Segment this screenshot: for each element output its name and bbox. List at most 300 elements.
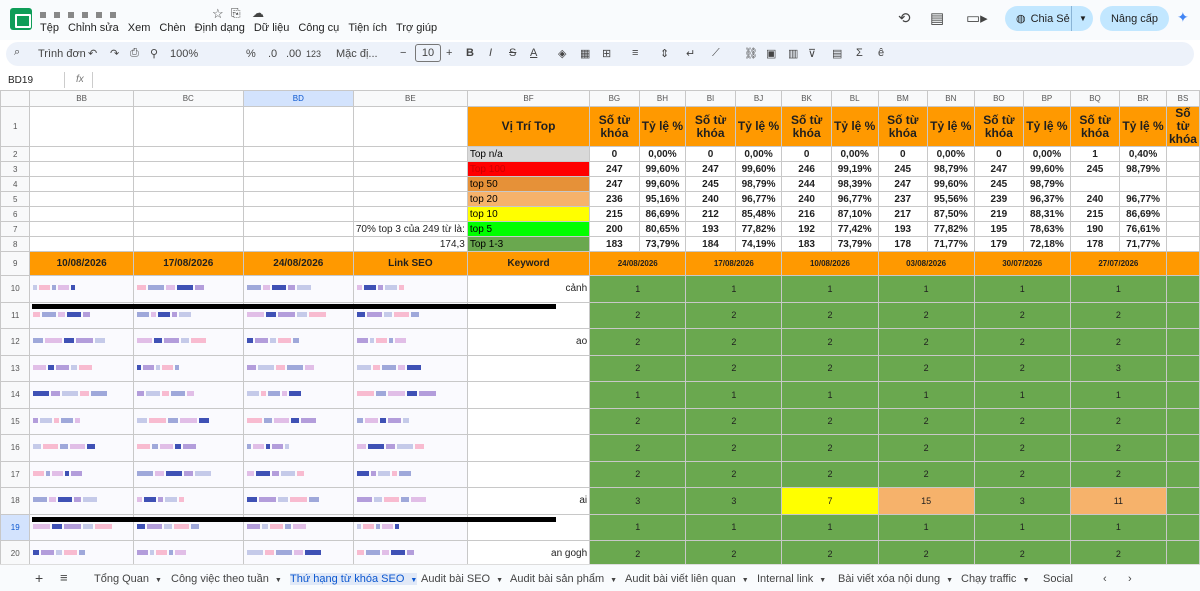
spreadsheet-grid[interactable] <box>0 90 1200 564</box>
summary-value[interactable]: 193 <box>878 222 927 237</box>
rank-cell[interactable]: 1 <box>686 514 782 541</box>
rank-cell[interactable]: 1 <box>782 514 878 541</box>
print-icon[interactable]: ⎙ <box>130 47 139 59</box>
cell[interactable] <box>353 207 467 222</box>
summary-value[interactable]: 99,60% <box>735 162 782 177</box>
cell[interactable] <box>243 147 353 162</box>
redacted-cell[interactable] <box>133 329 243 356</box>
date-header[interactable]: Link SEO <box>353 252 467 276</box>
summary-value[interactable]: 86,69% <box>639 207 686 222</box>
keyword-cell[interactable] <box>467 329 589 356</box>
rank-cell[interactable]: 1 <box>686 276 782 303</box>
date-header[interactable]: 24/08/2026 <box>243 252 353 276</box>
chevron-down-icon[interactable]: ▼ <box>1079 14 1087 23</box>
rank-cell[interactable]: 2 <box>974 329 1070 356</box>
undo-icon[interactable]: ↶ <box>88 48 98 60</box>
summary-value[interactable]: 0,00% <box>927 147 974 162</box>
summary-value[interactable]: 78,63% <box>1024 222 1071 237</box>
row-number[interactable]: 15 <box>1 408 30 435</box>
redacted-cell[interactable] <box>30 355 133 382</box>
redacted-cell[interactable] <box>353 408 467 435</box>
share-button[interactable] <box>1005 6 1093 31</box>
chevron-down-icon[interactable]: ▼ <box>610 577 618 584</box>
vitritop-header[interactable]: Vị Trí Top <box>467 107 589 147</box>
redacted-cell[interactable] <box>133 382 243 409</box>
redacted-cell[interactable] <box>30 541 133 565</box>
font-select[interactable]: Mặc đị... <box>336 48 378 60</box>
summary-value[interactable]: 178 <box>1070 237 1119 252</box>
column-header-BO[interactable]: BO <box>974 91 1023 107</box>
cell[interactable] <box>353 177 467 192</box>
rank-cell[interactable]: 2 <box>686 408 782 435</box>
rank-cell[interactable] <box>1166 514 1199 541</box>
summary-value[interactable]: 237 <box>878 192 927 207</box>
keyword-cell[interactable] <box>467 382 589 409</box>
summary-value[interactable] <box>1166 177 1199 192</box>
row-number[interactable]: 12 <box>1 329 30 356</box>
column-header-BN[interactable]: BN <box>927 91 974 107</box>
keyword-cell[interactable] <box>467 408 589 435</box>
rank-cell[interactable]: 2 <box>974 435 1070 462</box>
rank-cell[interactable] <box>1166 461 1199 488</box>
cell[interactable] <box>353 162 467 177</box>
column-header-BF[interactable]: BF <box>467 91 589 107</box>
redacted-cell[interactable] <box>30 276 133 303</box>
summary-value[interactable] <box>1166 222 1199 237</box>
cell[interactable] <box>133 192 243 207</box>
summary-value[interactable]: 71,77% <box>1120 237 1167 252</box>
functions-icon[interactable]: Σ <box>856 47 863 59</box>
cell[interactable] <box>243 162 353 177</box>
column-header-BC[interactable]: BC <box>133 91 243 107</box>
column-header-BL[interactable]: BL <box>831 91 878 107</box>
row-number[interactable]: 4 <box>1 177 30 192</box>
summary-value[interactable] <box>1070 177 1119 192</box>
ty-le-header[interactable]: Tỷ lệ % <box>1120 107 1167 147</box>
row-number[interactable]: 19 <box>1 514 30 541</box>
chevron-down-icon[interactable]: ▼ <box>496 577 504 584</box>
summary-value[interactable]: 179 <box>974 237 1023 252</box>
wrap-icon[interactable]: ↵ <box>686 48 696 60</box>
summary-value[interactable]: 87,50% <box>927 207 974 222</box>
merge-icon[interactable]: ⊞ <box>602 48 612 60</box>
rank-cell[interactable]: 2 <box>1070 541 1166 565</box>
rank-cell[interactable]: 2 <box>974 541 1070 565</box>
column-header-BE[interactable]: BE <box>353 91 467 107</box>
week-date-header[interactable]: 30/07/2026 <box>974 252 1070 276</box>
redacted-cell[interactable] <box>30 408 133 435</box>
rank-cell[interactable]: 1 <box>590 276 686 303</box>
fill-color-icon[interactable]: ◈ <box>558 48 567 60</box>
row-number[interactable]: 20 <box>1 541 30 565</box>
summary-value[interactable]: 87,10% <box>831 207 878 222</box>
rank-cell[interactable]: 1 <box>1070 382 1166 409</box>
week-date-header[interactable]: 27/07/2026 <box>1070 252 1166 276</box>
column-header-BI[interactable]: BI <box>686 91 735 107</box>
rank-cell[interactable] <box>1166 435 1199 462</box>
borders-icon[interactable]: ▦ <box>580 48 591 60</box>
row-number[interactable]: 2 <box>1 147 30 162</box>
row-number[interactable]: 5 <box>1 192 30 207</box>
summary-value[interactable]: 98,79% <box>735 177 782 192</box>
upgrade-button[interactable]: Nâng cấp <box>1100 6 1169 31</box>
column-header-BB[interactable]: BB <box>30 91 133 107</box>
sheet-tab-4[interactable] <box>510 573 617 585</box>
rank-cell[interactable]: 1 <box>974 514 1070 541</box>
doc-title[interactable] <box>40 7 124 21</box>
summary-value[interactable]: 73,79% <box>639 237 686 252</box>
row-number[interactable]: 13 <box>1 355 30 382</box>
cell[interactable] <box>30 162 133 177</box>
chevron-down-icon[interactable]: ▼ <box>155 577 162 584</box>
date-header[interactable]: 17/08/2026 <box>133 252 243 276</box>
rank-cell[interactable]: 2 <box>878 355 974 382</box>
column-header-BR[interactable]: BR <box>1120 91 1167 107</box>
cell[interactable] <box>30 147 133 162</box>
row-number[interactable]: 14 <box>1 382 30 409</box>
summary-value[interactable]: 244 <box>782 177 831 192</box>
summary-value[interactable]: 192 <box>782 222 831 237</box>
top-label[interactable]: top 5 <box>467 222 589 237</box>
rotate-icon[interactable]: ⟋ <box>712 47 720 59</box>
rank-cell[interactable]: 15 <box>878 488 974 515</box>
rank-cell[interactable]: 7 <box>782 488 878 515</box>
filter-views-icon[interactable]: ▤ <box>832 48 843 60</box>
summary-value[interactable]: 77,82% <box>927 222 974 237</box>
summary-value[interactable]: 246 <box>782 162 831 177</box>
column-header-BS[interactable]: BS <box>1166 91 1199 107</box>
rank-cell[interactable]: 1 <box>590 382 686 409</box>
summary-value[interactable]: 212 <box>686 207 735 222</box>
redacted-cell[interactable] <box>353 541 467 565</box>
sheet-tab-7[interactable] <box>838 573 953 585</box>
redacted-cell[interactable] <box>243 461 353 488</box>
cell[interactable] <box>243 192 353 207</box>
sheet-tab-8[interactable] <box>961 573 1029 585</box>
summary-value[interactable]: 195 <box>974 222 1023 237</box>
summary-value[interactable]: 217 <box>878 207 927 222</box>
cell[interactable] <box>133 237 243 252</box>
menu-7[interactable]: Tiện ích <box>348 22 388 34</box>
redacted-cell[interactable] <box>353 329 467 356</box>
rank-cell[interactable]: 2 <box>1070 461 1166 488</box>
rank-cell[interactable] <box>1166 541 1199 565</box>
cell[interactable] <box>353 107 467 147</box>
sheet-tab-1[interactable] <box>171 573 282 585</box>
rank-cell[interactable]: 2 <box>590 541 686 565</box>
rank-cell[interactable]: 1 <box>782 382 878 409</box>
rank-cell[interactable] <box>1166 382 1199 409</box>
italic-icon[interactable]: I <box>489 47 493 59</box>
keyword-cell[interactable] <box>467 276 589 303</box>
summary-value[interactable]: 245 <box>974 177 1023 192</box>
summary-value[interactable]: 96,77% <box>735 192 782 207</box>
redacted-cell[interactable] <box>243 382 353 409</box>
summary-value[interactable]: 247 <box>878 177 927 192</box>
so-tu-khoa-header[interactable]: Số từ khóa <box>590 107 639 147</box>
rank-cell[interactable]: 1 <box>590 514 686 541</box>
redacted-cell[interactable] <box>353 435 467 462</box>
redacted-cell[interactable] <box>243 435 353 462</box>
so-tu-khoa-header[interactable]: Số từ khóa <box>974 107 1023 147</box>
summary-value[interactable]: 76,61% <box>1120 222 1167 237</box>
sheets-logo-icon[interactable] <box>10 8 32 30</box>
rank-cell[interactable]: 2 <box>590 302 686 329</box>
redacted-cell[interactable] <box>133 355 243 382</box>
rank-cell[interactable]: 2 <box>1070 329 1166 356</box>
ty-le-header[interactable]: Tỷ lệ % <box>831 107 878 147</box>
note-cell[interactable]: 70% top 3 của 249 từ là: <box>353 222 467 237</box>
summary-value[interactable]: 0 <box>878 147 927 162</box>
summary-value[interactable]: 99,19% <box>831 162 878 177</box>
rank-cell[interactable]: 1 <box>878 514 974 541</box>
cell[interactable] <box>243 207 353 222</box>
rank-cell[interactable]: 2 <box>782 302 878 329</box>
text-color-icon[interactable]: A <box>530 47 538 59</box>
rank-cell[interactable]: 2 <box>974 408 1070 435</box>
summary-value[interactable]: 98,79% <box>927 162 974 177</box>
scroll-left-icon[interactable]: ‹ <box>1103 573 1107 585</box>
video-call-icon[interactable]: ▭▸ <box>966 10 988 27</box>
summary-value[interactable]: 215 <box>590 207 639 222</box>
cell[interactable] <box>133 222 243 237</box>
rank-cell[interactable]: 2 <box>782 541 878 565</box>
row-number[interactable]: 17 <box>1 461 30 488</box>
rank-cell[interactable]: 2 <box>782 408 878 435</box>
top-label[interactable]: Top 100 <box>467 162 589 177</box>
increase-decimal-button[interactable]: .00 <box>286 48 302 60</box>
redacted-cell[interactable] <box>243 276 353 303</box>
summary-value[interactable]: 0 <box>974 147 1023 162</box>
rank-cell[interactable]: 11 <box>1070 488 1166 515</box>
week-date-header[interactable]: 17/08/2026 <box>686 252 782 276</box>
summary-value[interactable]: 0,00% <box>831 147 878 162</box>
rank-cell[interactable] <box>1166 302 1199 329</box>
redacted-cell[interactable] <box>133 408 243 435</box>
redacted-cell[interactable] <box>353 276 467 303</box>
summary-value[interactable]: 216 <box>782 207 831 222</box>
summary-value[interactable]: 96,77% <box>1120 192 1167 207</box>
summary-value[interactable]: 245 <box>686 177 735 192</box>
cell[interactable] <box>243 222 353 237</box>
summary-value[interactable]: 86,69% <box>1120 207 1167 222</box>
insert-comment-icon[interactable]: ▣ <box>766 48 777 60</box>
summary-value[interactable]: 73,79% <box>831 237 878 252</box>
row-number[interactable]: 3 <box>1 162 30 177</box>
menu-5[interactable]: Dữ liệu <box>253 22 290 34</box>
redacted-cell[interactable] <box>353 488 467 515</box>
so-tu-khoa-header[interactable]: Số từ khóa <box>782 107 831 147</box>
chevron-down-icon[interactable]: ▼ <box>741 577 749 584</box>
menu-3[interactable]: Chèn <box>159 22 186 34</box>
rank-cell[interactable]: 2 <box>878 408 974 435</box>
rank-cell[interactable]: 2 <box>590 355 686 382</box>
so-tu-khoa-header[interactable]: Số từ khóa <box>1166 107 1199 147</box>
menu-8[interactable]: Trợ giúp <box>396 22 438 34</box>
redacted-cell[interactable] <box>30 435 133 462</box>
row-number[interactable]: 9 <box>1 252 30 276</box>
cell[interactable] <box>243 237 353 252</box>
summary-value[interactable]: 245 <box>1070 162 1119 177</box>
column-header-BJ[interactable]: BJ <box>735 91 782 107</box>
summary-value[interactable]: 240 <box>782 192 831 207</box>
summary-value[interactable]: 80,65% <box>639 222 686 237</box>
keyword-cell[interactable] <box>467 488 589 515</box>
summary-value[interactable]: 1 <box>1070 147 1119 162</box>
rank-cell[interactable]: 2 <box>590 461 686 488</box>
redacted-cell[interactable] <box>353 382 467 409</box>
redacted-cell[interactable] <box>30 382 133 409</box>
sheet-tab-5[interactable] <box>625 573 749 585</box>
sheet-tab-9[interactable] <box>1043 573 1073 585</box>
top-label[interactable]: top 50 <box>467 177 589 192</box>
comment-icon[interactable]: ▤ <box>930 10 945 27</box>
top-label[interactable]: top 20 <box>467 192 589 207</box>
summary-value[interactable]: 0,00% <box>639 147 686 162</box>
rank-cell[interactable] <box>1166 276 1199 303</box>
rank-cell[interactable]: 1 <box>1070 276 1166 303</box>
sheet-tab-2[interactable] <box>290 573 417 585</box>
summary-value[interactable]: 99,60% <box>1024 162 1071 177</box>
date-header[interactable]: 10/08/2026 <box>30 252 133 276</box>
week-date-header[interactable]: 03/08/2026 <box>878 252 974 276</box>
menu-0[interactable]: Tệp <box>40 22 59 34</box>
rank-cell[interactable]: 2 <box>782 435 878 462</box>
summary-value[interactable]: 193 <box>686 222 735 237</box>
redacted-cell[interactable] <box>133 276 243 303</box>
redacted-cell[interactable] <box>133 461 243 488</box>
rank-cell[interactable]: 2 <box>782 329 878 356</box>
redacted-cell[interactable] <box>243 541 353 565</box>
column-header-BP[interactable]: BP <box>1024 91 1071 107</box>
summary-value[interactable]: 74,19% <box>735 237 782 252</box>
link-icon[interactable]: ⛓ <box>744 48 758 60</box>
rank-cell[interactable]: 2 <box>686 302 782 329</box>
cell[interactable] <box>353 192 467 207</box>
formula-input[interactable] <box>100 72 800 88</box>
row-number[interactable]: 16 <box>1 435 30 462</box>
so-tu-khoa-header[interactable]: Số từ khóa <box>878 107 927 147</box>
cell[interactable] <box>30 107 133 147</box>
redacted-cell[interactable] <box>243 408 353 435</box>
summary-value[interactable]: 236 <box>590 192 639 207</box>
input-tools-icon[interactable]: ê <box>878 47 885 59</box>
rank-cell[interactable]: 2 <box>782 461 878 488</box>
rank-cell[interactable] <box>1166 408 1199 435</box>
sheet-tab-3[interactable] <box>421 573 503 585</box>
so-tu-khoa-header[interactable]: Số từ khóa <box>686 107 735 147</box>
search-icon[interactable]: ⌕ <box>14 46 21 58</box>
rank-cell[interactable]: 1 <box>974 276 1070 303</box>
redacted-cell[interactable] <box>30 488 133 515</box>
rank-cell[interactable]: 1 <box>974 382 1070 409</box>
keyword-cell[interactable] <box>467 435 589 462</box>
redo-icon[interactable]: ↷ <box>110 48 120 60</box>
summary-value[interactable]: 72,18% <box>1024 237 1071 252</box>
rank-cell[interactable]: 2 <box>686 461 782 488</box>
summary-value[interactable]: 247 <box>974 162 1023 177</box>
rank-cell[interactable]: 1 <box>878 276 974 303</box>
star-icon[interactable]: ☆ <box>212 6 224 21</box>
column-header-BK[interactable]: BK <box>782 91 831 107</box>
rank-cell[interactable]: 2 <box>782 355 878 382</box>
rank-cell[interactable]: 2 <box>686 329 782 356</box>
redacted-cell[interactable] <box>243 355 353 382</box>
paint-format-icon[interactable]: ⚲ <box>150 48 159 60</box>
cell[interactable] <box>133 177 243 192</box>
cell[interactable] <box>353 147 467 162</box>
menu-2[interactable]: Xem <box>127 22 151 34</box>
rank-cell[interactable]: 1 <box>686 382 782 409</box>
summary-value[interactable]: 0 <box>686 147 735 162</box>
more-formats-button[interactable]: 123 <box>306 49 322 59</box>
summary-value[interactable] <box>1166 207 1199 222</box>
redacted-cell[interactable] <box>353 461 467 488</box>
week-date-header[interactable]: 10/08/2026 <box>782 252 878 276</box>
summary-value[interactable]: 183 <box>782 237 831 252</box>
search-menus-input[interactable]: Trình đơn <box>38 48 86 60</box>
summary-value[interactable]: 240 <box>1070 192 1119 207</box>
row-number[interactable]: 1 <box>1 107 30 147</box>
cell[interactable] <box>1166 252 1199 276</box>
column-header-BH[interactable]: BH <box>639 91 686 107</box>
keyword-cell[interactable] <box>467 355 589 382</box>
summary-value[interactable]: 184 <box>686 237 735 252</box>
cell[interactable] <box>30 192 133 207</box>
chevron-down-icon[interactable]: ▼ <box>946 577 954 584</box>
cell[interactable] <box>133 147 243 162</box>
summary-value[interactable] <box>1120 177 1167 192</box>
summary-value[interactable]: 0 <box>782 147 831 162</box>
summary-value[interactable]: 0 <box>590 147 639 162</box>
summary-value[interactable]: 247 <box>686 162 735 177</box>
top-label[interactable]: Top 1-3 <box>467 237 589 252</box>
ty-le-header[interactable]: Tỷ lệ % <box>735 107 782 147</box>
rank-cell[interactable]: 3 <box>974 488 1070 515</box>
column-header-BM[interactable]: BM <box>878 91 927 107</box>
row-number[interactable]: 6 <box>1 207 30 222</box>
summary-value[interactable]: 0,00% <box>1024 147 1071 162</box>
cell[interactable] <box>243 177 353 192</box>
valign-icon[interactable]: ⇕ <box>660 48 670 60</box>
rank-cell[interactable]: 2 <box>1070 435 1166 462</box>
keyword-cell[interactable] <box>467 541 589 565</box>
date-header[interactable]: Keyword <box>467 252 589 276</box>
column-header-BG[interactable]: BG <box>590 91 639 107</box>
sheet-tab-6[interactable] <box>757 573 826 585</box>
decrease-font-icon[interactable]: − <box>400 47 407 59</box>
summary-value[interactable]: 247 <box>590 162 639 177</box>
keyword-cell[interactable] <box>467 461 589 488</box>
rank-cell[interactable]: 2 <box>878 435 974 462</box>
zoom-select[interactable]: 100% <box>170 48 199 60</box>
summary-value[interactable] <box>1166 147 1199 162</box>
rank-cell[interactable]: 2 <box>878 302 974 329</box>
summary-value[interactable] <box>1166 162 1199 177</box>
cell[interactable] <box>30 237 133 252</box>
increase-font-icon[interactable]: + <box>446 47 453 59</box>
menu-1[interactable]: Chỉnh sửa <box>67 22 119 34</box>
cell[interactable] <box>133 107 243 147</box>
summary-value[interactable]: 77,42% <box>831 222 878 237</box>
summary-value[interactable]: 98,79% <box>1024 177 1071 192</box>
row-number[interactable]: 10 <box>1 276 30 303</box>
summary-value[interactable]: 98,39% <box>831 177 878 192</box>
decrease-decimal-button[interactable]: .0 <box>268 48 278 60</box>
strikethrough-icon[interactable]: S <box>509 47 517 59</box>
cell[interactable] <box>133 207 243 222</box>
chevron-down-icon[interactable]: ▼ <box>1022 577 1030 584</box>
